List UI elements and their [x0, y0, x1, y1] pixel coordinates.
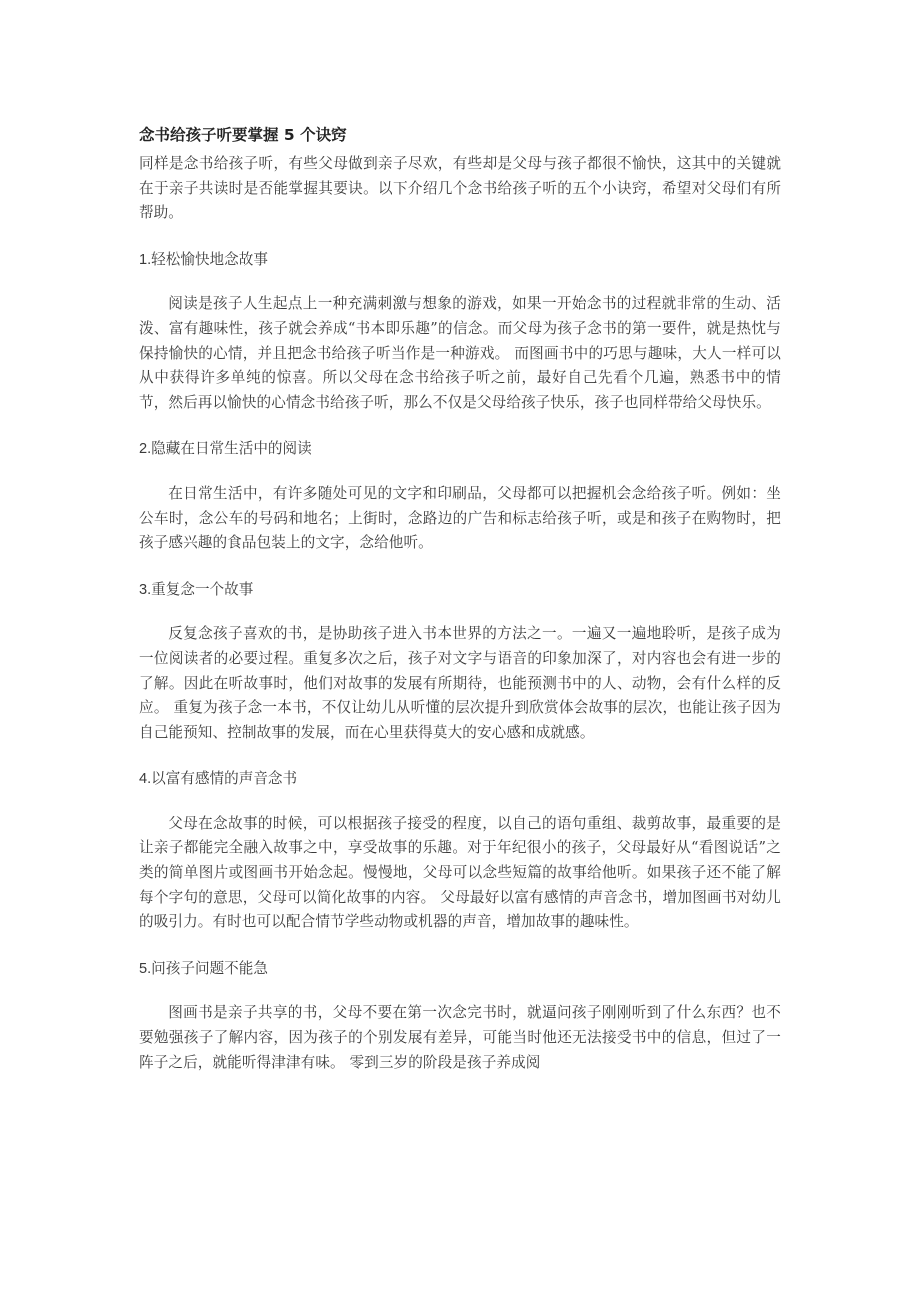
document-title: 念书给孩子听要掌握 5 个诀窍 — [139, 126, 347, 144]
section-body: 在日常生活中，有许多随处可见的文字和印刷品，父母都可以把握机会念给孩子听。例如：坐公车时，念公车的号码和地名；上街时，念路边的广告和标志给孩子听，或是和孩子在购物时，把孩子感兴趣的食品包装上的文字，念给他听。 — [139, 484, 781, 552]
section-body: 阅读是孩子人生起点上一种充满刺激与想象的游戏，如果一开始念书的过程就非常的生动、活泼、富有趣味性，孩子就会养成“书本即乐趣”的信念。而父母为孩子念书的第一要件，就是热忱与保持愉快的心情，并且把念书给孩子听当作是一种游戏。 而图画书中的巧思与趣味，大人一样可以从中获得许多单纯的惊喜。所以父母在念书给孩子听之前，最好自己先看个几遍，熟悉书中的情节，然后再以愉快的心情念书给孩子听，那么不仅是父母给孩子快乐，孩子也同样带给父母快乐。 — [139, 295, 781, 411]
section-heading-text: 隐藏在日常生活中的阅读 — [151, 440, 312, 458]
section-number: 5. — [139, 960, 152, 977]
section-body: 父母在念故事的时候，可以根据孩子接受的程度，以自己的语句重组、裁剪故事，最重要的是让亲子都能完全融入故事之中，享受故事的乐趣。对于年纪很小的孩子，父母最好从“看图说话”之类的简单图片或图画书开始念起。慢慢地，父母可以念些短篇的故事给他听。如果孩子还不能了解每个字句的意思，父母可以简化故事的内容。 父母最好以富有感情的声音念书，增加图画书对幼儿的吸引力。有时也可以配合情节学些动物或机器的声音，增加故事的趣味性。 — [139, 814, 781, 931]
section-heading — [139, 767, 781, 792]
section-number: 2. — [139, 441, 152, 458]
section-2 — [139, 437, 781, 555]
section-heading — [139, 578, 781, 603]
section-heading-text: 问孩子问题不能急 — [151, 959, 268, 977]
section-1 — [139, 248, 781, 416]
section-number: 1. — [139, 251, 152, 268]
section-heading-text: 重复念一个故事 — [151, 580, 254, 598]
section-3 — [139, 578, 781, 746]
section-4 — [139, 767, 781, 935]
section-5 — [139, 957, 781, 1076]
section-heading-text: 以富有感情的声音念书 — [151, 770, 298, 788]
section-number: 4. — [139, 771, 152, 788]
section-heading-text: 轻松愉快地念故事 — [151, 250, 268, 268]
intro-paragraph: 同样是念书给孩子听，有些父母做到亲子尽欢，有些却是父母与孩子都很不愉快，这其中的关键就在于亲子共读时是否能掌握其要诀。以下介绍几个念书给孩子听的五个小诀窍，希望对父母们有所帮助。 — [139, 155, 781, 222]
section-body: 图画书是亲子共享的书，父母不要在第一次念完书时，就逼问孩子刚刚听到了什么东西？也不要勉强孩子了解内容，因为孩子的个别发展有差异，可能当时他还无法接受书中的信息，但过了一阵子之后，就能听得津津有味。 零到三岁的阶段是孩子养成阅 — [139, 1004, 781, 1071]
section-heading — [139, 248, 781, 273]
section-heading — [139, 437, 781, 462]
section-number: 3. — [139, 581, 152, 598]
section-body: 反复念孩子喜欢的书，是协助孩子进入书本世界的方法之一。一遍又一遍地聆听，是孩子成为一位阅读者的必要过程。重复多次之后，孩子对文字与语音的印象加深了，对内容也会有进一步的了解。因此在听故事时，他们对故事的发展有所期待，也能预测书中的人、动物，会有什么样的反应。 重复为孩子念一本书，不仅让幼儿从听懂的层次提升到欣赏体会故事的层次，也能让孩子因为自己能预知、控制故事的发展，而在心里获得莫大的安心感和成就感。 — [139, 625, 781, 741]
document-page — [139, 122, 781, 1075]
section-heading — [139, 957, 781, 982]
